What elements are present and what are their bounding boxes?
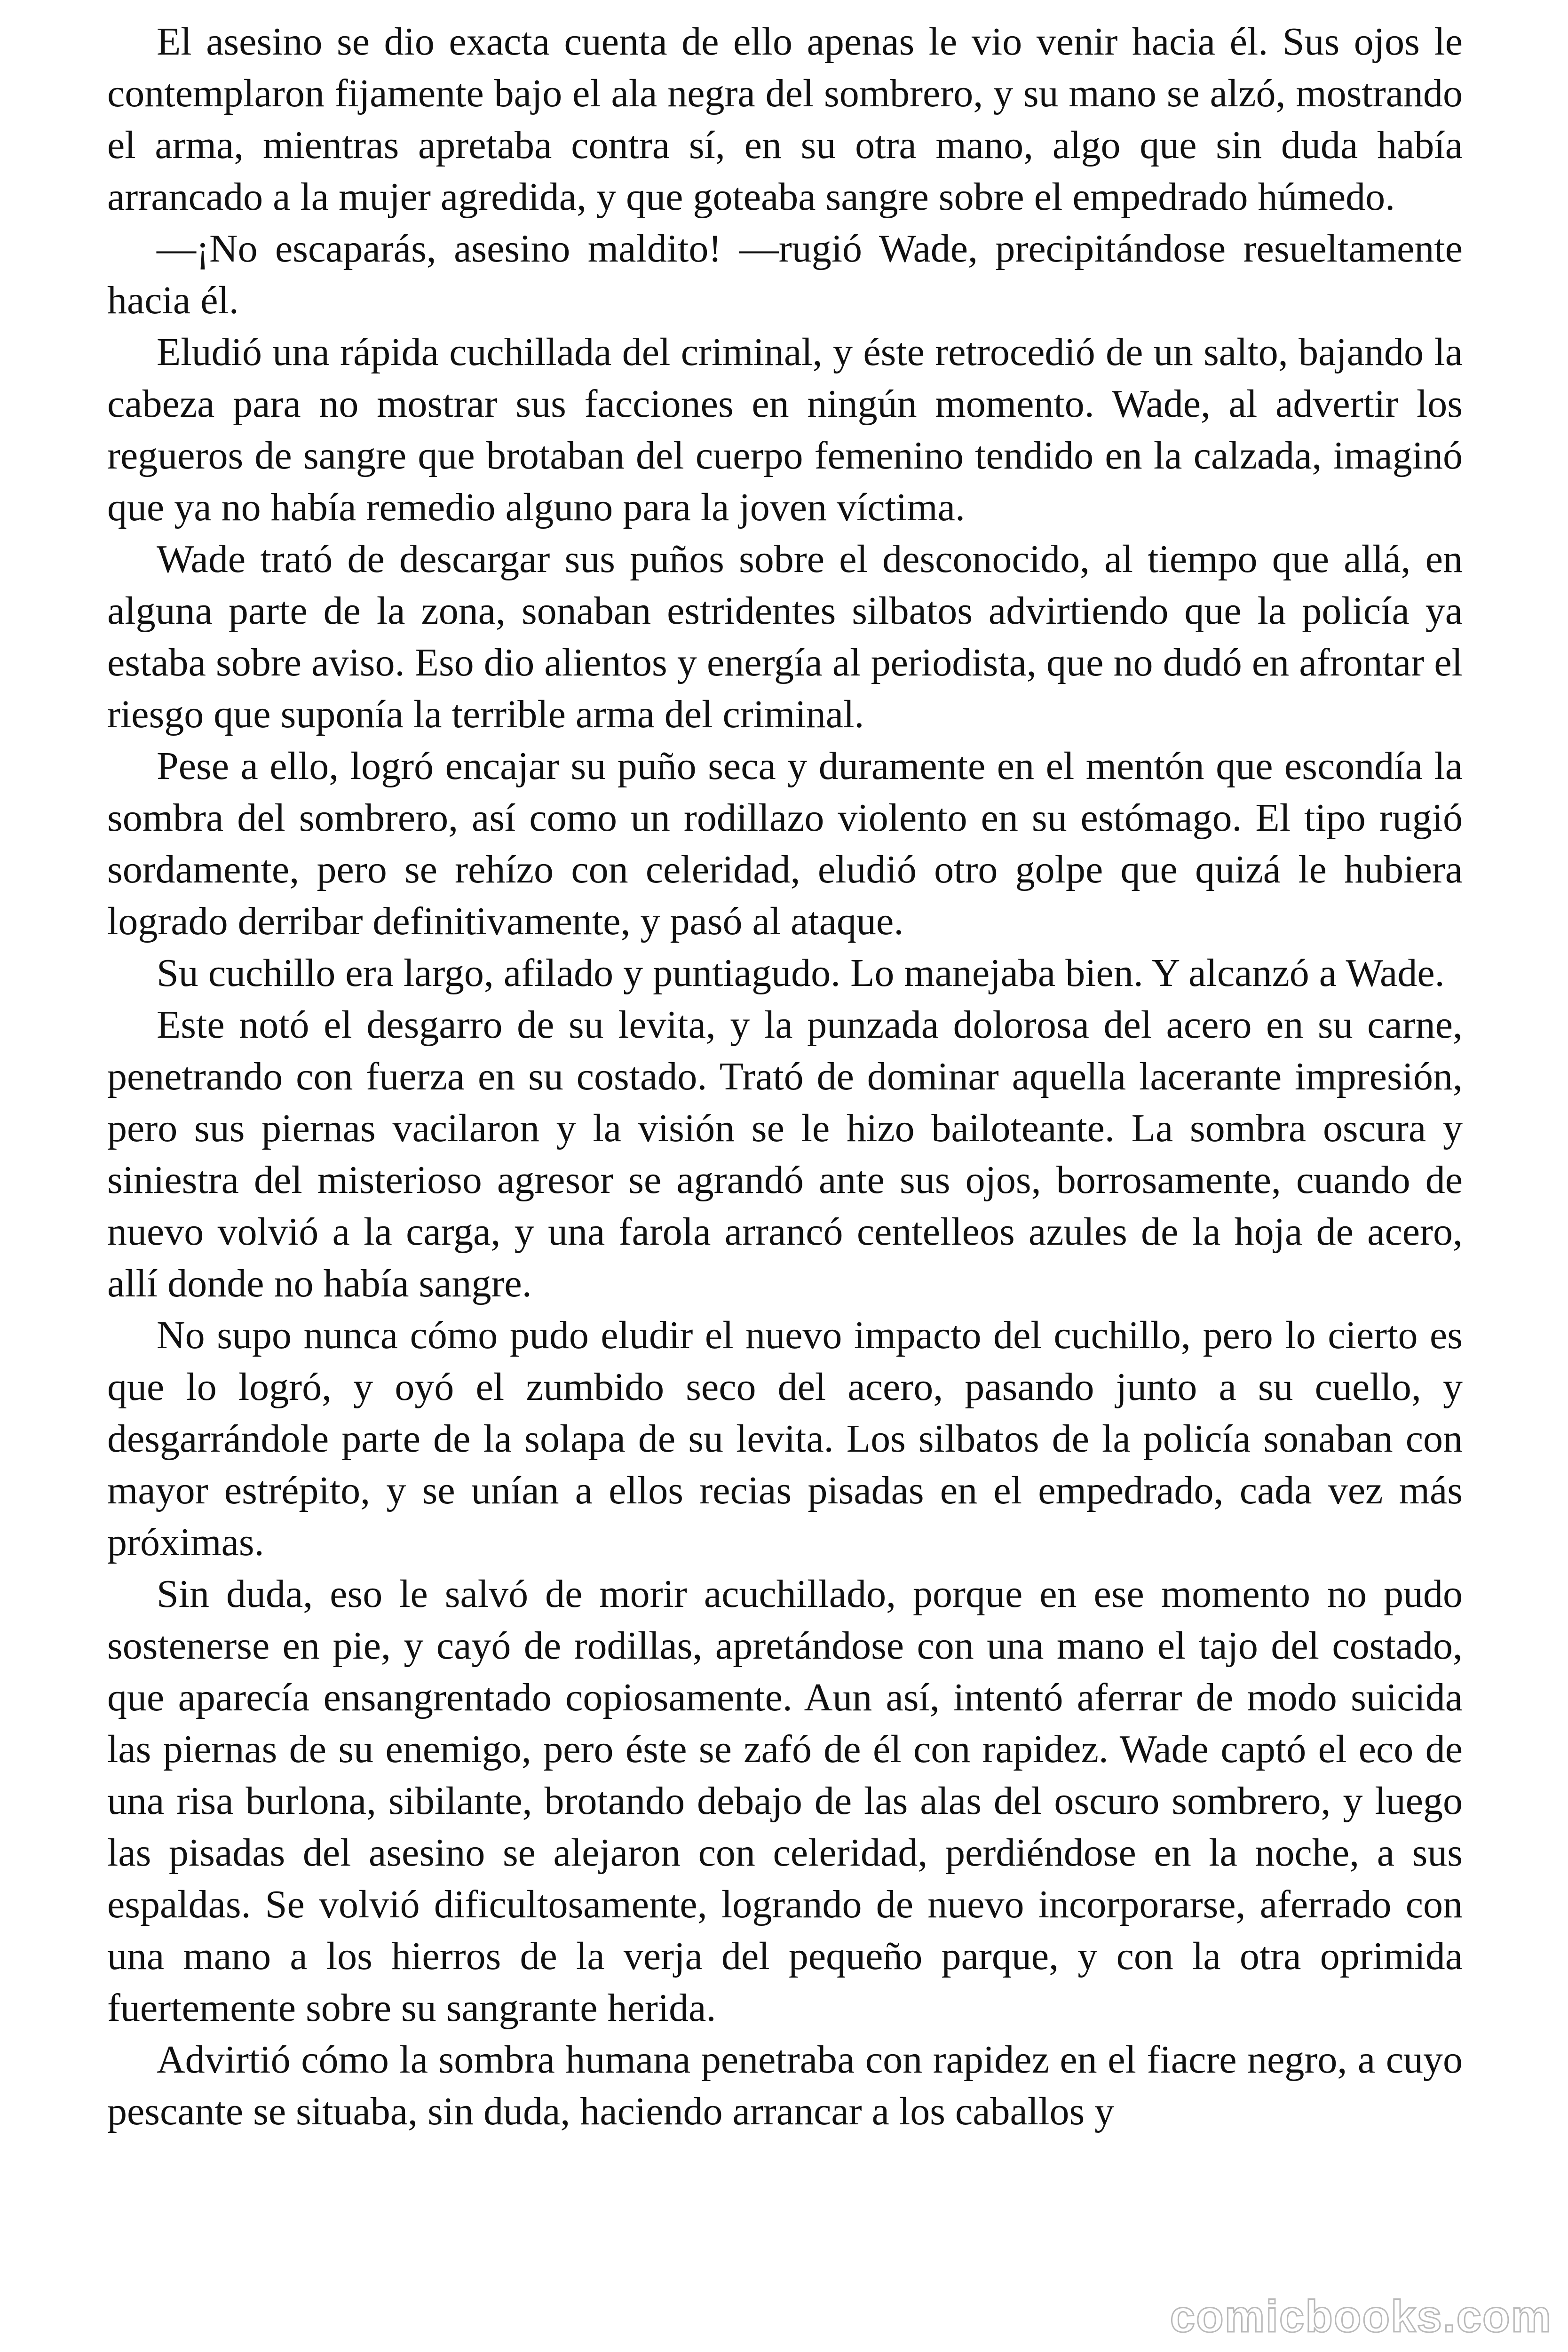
paragraph-10: Advirtió cómo la sombra humana penetraba con rapidez en el fiacre negro, a cuyo pescante se situaba, sin duda, haciendo arrancar a los caballos y [107,2038,1463,2133]
watermark: comicbooks.com [1170,2291,1552,2342]
paragraph-6: Su cuchillo era largo, afilado y puntiagudo. Lo manejaba bien. Y alcanzó a Wade. [157,951,1445,995]
paragraph-2: —¡No escaparás, asesino maldito! —rugió Wade, precipitándose resueltamente hacia él. [107,227,1463,322]
paragraph-8: No supo nunca cómo pudo eludir el nuevo impacto del cuchillo, pero lo cierto es que lo logró, y oyó el zumbido seco del acero, pasando junto a su cuello, y desgarrándole parte de la solapa de su levita. Los silbatos de la policía sonaban con mayor estrépito, y se unían a ellos recias pisadas en el empedrado, cada vez más próximas. [107,1313,1463,1564]
paragraph-9: Sin duda, eso le salvó de morir acuchillado, porque en ese momento no pudo sostenerse en pie, y cayó de rodillas, apretándose con una mano el tajo del costado, que aparecía ensangrentado copiosamente. Aun así, intentó aferrar de modo suicida las piernas de su enemigo, pero éste se zafó de él con rapidez. Wade captó el eco de una risa burlona, sibilante, brotando debajo de las alas del oscuro sombrero, y luego las pisadas del asesino se alejaron con celeridad, perdiéndose en la noche, a sus espaldas. Se volvió dificultosamente, logrando de nuevo incorporarse, aferrado con una mano a los hierros de la verja del pequeño parque, y con la otra oprimida fuertemente sobre su sangrante herida. [107,1572,1463,2030]
page-text [107,16,1463,2137]
paragraph-1: El asesino se dio exacta cuenta de ello apenas le vio venir hacia él. Sus ojos le contemplaron fijamente bajo el ala negra del sombrero, y su mano se alzó, mostrando el arma, mientras apretaba contra sí, en su otra mano, algo que sin duda había arrancado a la mujer agredida, y que goteaba sangre sobre el empedrado húmedo. [107,20,1463,219]
paragraph-4: Wade trató de descargar sus puños sobre el desconocido, al tiempo que allá, en alguna parte de la zona, sonaban estridentes silbatos advirtiendo que la policía ya estaba sobre aviso. Eso dio alientos y energía al periodista, que no dudó en afrontar el riesgo que suponía la terrible arma del criminal. [107,537,1463,736]
paragraph-7: Este notó el desgarro de su levita, y la punzada dolorosa del acero en su carne, penetrando con fuerza en su costado. Trató de dominar aquella lacerante impresión, pero sus piernas vacilaron y la visión se le hizo bailoteante. La sombra oscura y siniestra del misterioso agresor se agrandó ante sus ojos, borrosamente, cuando de nuevo volvió a la carga, y una farola arrancó centelleos azules de la hoja de acero, allí donde no había sangre. [107,1003,1463,1305]
paragraph-5: Pese a ello, logró encajar su puño seca y duramente en el mentón que escondía la sombra del sombrero, así como un rodillazo violento en su estómago. El tipo rugió sordamente, pero se rehízo con celeridad, eludió otro golpe que quizá le hubiera logrado derribar definitivamente, y pasó al ataque. [107,744,1463,943]
paragraph-3: Eludió una rápida cuchillada del criminal, y éste retrocedió de un salto, bajando la cabeza para no mostrar sus facciones en ningún momento. Wade, al advertir los regueros de sangre que brotaban del cuerpo femenino tendido en la calzada, imaginó que ya no había remedio alguno para la joven víctima. [107,330,1463,529]
